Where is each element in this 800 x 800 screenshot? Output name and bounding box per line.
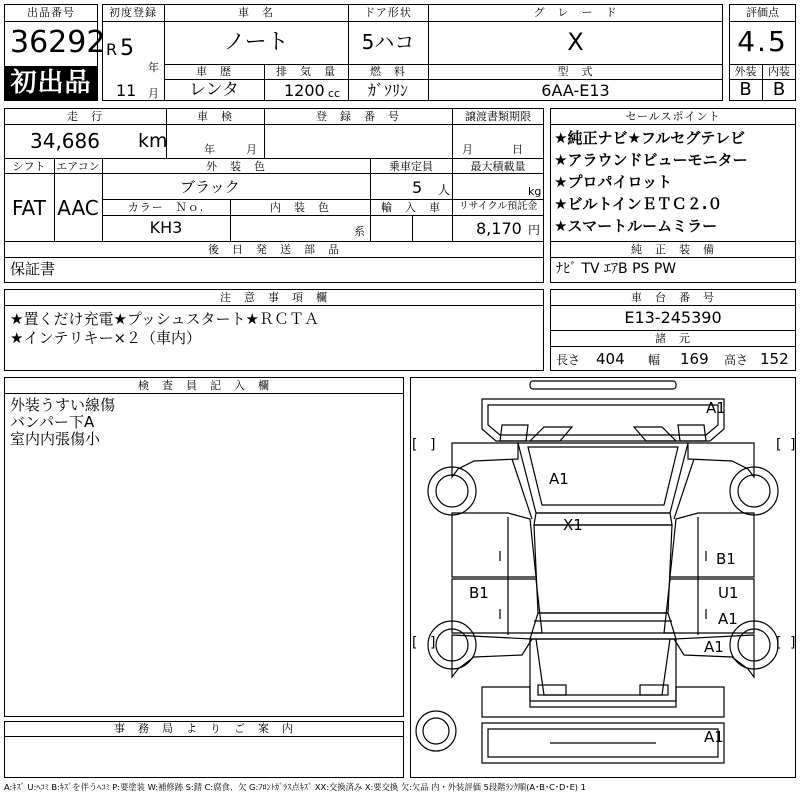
diagram-bracket: [ — [412, 437, 418, 453]
displacement-label: 排 気 量 — [276, 65, 336, 78]
damage-mark: X1 — [563, 516, 583, 534]
genuine-label: 純 正 装 備 — [631, 243, 715, 256]
recycle-unit: 円 — [528, 223, 541, 237]
height-value: 152 — [760, 350, 789, 368]
inspector-label: 検 査 員 記 入 欄 — [138, 379, 270, 392]
fuel-value: ｶﾞｿﾘﾝ — [367, 81, 408, 100]
model-value: 6AA-E13 — [541, 81, 610, 100]
diagram-bracket: [ — [776, 437, 782, 453]
history-label: 車 歴 — [196, 65, 232, 78]
damage-mark: A1 — [549, 470, 569, 488]
sales-item: ★アラウンドビューモニター — [554, 151, 748, 169]
mileage-unit: km — [138, 130, 168, 152]
notes-line: ★インテリキー×２（車内） — [10, 329, 202, 347]
lot-number: 36292 — [10, 25, 106, 60]
reg-month: 11 — [116, 81, 137, 100]
damage-mark: A1 — [704, 728, 724, 746]
sales-item: ★ビルトインＥＴＣ２.０ — [554, 195, 723, 213]
inspection-month-unit: 月 — [246, 143, 257, 156]
color-no-value: KH3 — [149, 218, 183, 237]
max-load-label: 最大積載量 — [470, 160, 526, 173]
damage-mark: U1 — [718, 584, 739, 602]
dims-label: 諸 元 — [655, 332, 691, 345]
inspection-label: 車 検 — [197, 110, 233, 123]
grade-value: X — [567, 28, 584, 56]
reg-year: 5 — [120, 36, 134, 61]
shift-label: シフト — [12, 160, 46, 173]
chassis-value: E13-245390 — [624, 308, 722, 327]
fuel-label: 燃 料 — [370, 65, 406, 78]
reg-year-unit: 年 — [148, 61, 159, 74]
reg-era: R — [106, 40, 118, 59]
diagram-bracket: [ — [776, 635, 782, 651]
score-value: 4.5 — [737, 25, 788, 58]
mileage-label: 走 行 — [67, 110, 103, 123]
reg-month-unit: 月 — [148, 87, 159, 100]
transfer-day-unit: 日 — [512, 143, 523, 156]
ext-color-value: ブラック — [180, 178, 240, 196]
notes-label: 注 意 事 項 欄 — [220, 291, 328, 304]
car-name-value: ノート — [223, 30, 289, 55]
diagram-bracket: ] — [430, 635, 436, 651]
later-parts-label: 後 日 発 送 部 品 — [208, 243, 340, 256]
sales-item: ★スマートルームミラー — [554, 217, 718, 235]
interior-score: B — [772, 79, 786, 100]
aircon-value: AAC — [57, 196, 99, 220]
int-color-unit: 系 — [354, 225, 365, 238]
door-label: ドア形状 — [364, 6, 412, 19]
transfer-label: 譲渡書類期限 — [465, 110, 531, 123]
ext-color-label: 外 装 色 — [206, 160, 266, 173]
inspector-line: 室内内張傷小 — [10, 430, 101, 448]
diagram-bracket: [ — [412, 635, 418, 651]
damage-mark: A1 — [704, 638, 724, 656]
length-value: 404 — [596, 350, 625, 368]
inspector-line: バンパー下A — [10, 413, 95, 431]
chassis-label: 車 台 番 号 — [631, 291, 715, 304]
transfer-month-unit: 月 — [462, 143, 473, 156]
damage-mark: A1 — [718, 610, 738, 628]
damage-mark: B1 — [469, 584, 489, 602]
displacement-value: 1200 — [284, 81, 325, 100]
mileage-value: 34,686 — [30, 129, 100, 153]
damage-mark: B1 — [716, 550, 736, 568]
legend-text: A:ｷｽﾞ U:ﾍｺﾐ B:ｷｽﾞを伴うﾍｺﾐ P:要塗装 W:補修跡 S:錆 C:腐食、欠 G:ﾌﾛﾝﾄｶﾞﾗｽ点ｷｽﾞ XX:交換済み X:要交換 欠:欠品 内・外装評価 5段階ﾗﾝｸ順(A･B･C･D･E) 1 — [4, 782, 586, 792]
exterior-score: B — [739, 79, 752, 100]
car-diagram — [410, 377, 796, 778]
recycle-value: 8,170 — [476, 219, 522, 238]
width-value: 169 — [680, 350, 709, 368]
lot-label: 出品番号 — [27, 6, 75, 19]
sales-label: セールスポイント — [625, 110, 721, 123]
office-label: 事 務 局 よ り ご 案 内 — [114, 722, 294, 735]
capacity-value: 5 — [412, 178, 423, 197]
max-load-unit: kg — [528, 185, 542, 198]
grade-label: グ レ ー ド — [533, 6, 618, 19]
genuine-value: ﾅﾋﾞ TV ｴｱB PS PW — [556, 261, 677, 277]
reg-label: 初度登録 — [109, 6, 157, 19]
history-value: レンタ — [189, 80, 239, 100]
height-label: 高さ — [724, 353, 749, 367]
shift-value: FAT — [11, 196, 46, 220]
capacity-label: 乗車定員 — [389, 160, 433, 173]
sales-item: ★プロパイロット — [554, 173, 673, 191]
first-listing-badge: 初出品 — [5, 66, 97, 100]
plate-label: 登 録 番 号 — [316, 110, 400, 123]
damage-mark: A1 — [706, 399, 726, 417]
score-label: 評価点 — [746, 6, 779, 19]
displacement-unit: cc — [328, 87, 341, 100]
capacity-unit: 人 — [438, 183, 451, 197]
diagram-bracket: ] — [430, 437, 436, 453]
diagram-bracket: ] — [790, 437, 796, 453]
exterior-label: 外装 — [734, 65, 757, 78]
color-no-label: カラー Ｎｏ. — [127, 201, 205, 214]
length-label: 長さ — [556, 353, 581, 367]
notes-line: ★置くだけ充電★プッシュスタート★ＲＣＴＡ — [10, 310, 319, 328]
width-label: 幅 — [648, 353, 661, 367]
later-parts-value: 保証書 — [10, 260, 56, 278]
car-name-label: 車 名 — [238, 6, 274, 19]
aircon-label: エアコン — [56, 160, 100, 173]
model-label: 型 式 — [557, 65, 594, 78]
recycle-label: リサイクル預託金 — [458, 201, 538, 212]
import-label: 輸 入 車 — [381, 201, 441, 214]
inspection-year-unit: 年 — [204, 143, 215, 156]
sales-item: ★純正ナビ★フルセグテレビ — [554, 129, 745, 147]
inspector-line: 外装うすい線傷 — [10, 396, 116, 414]
door-value: 5ハコ — [361, 30, 415, 54]
int-color-label: 内 装 色 — [270, 201, 330, 214]
diagram-bracket: ] — [790, 635, 796, 651]
interior-label: 内装 — [768, 65, 790, 78]
